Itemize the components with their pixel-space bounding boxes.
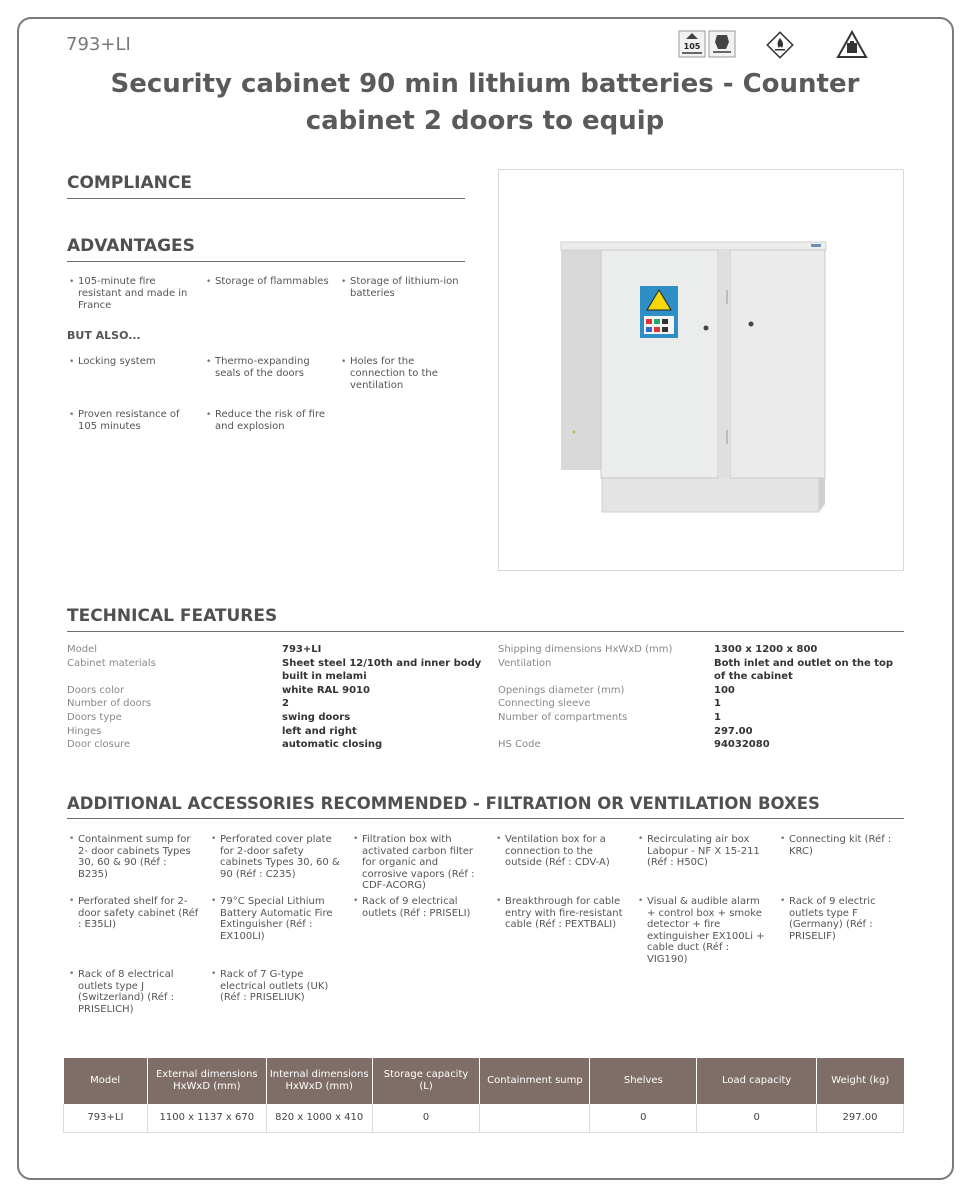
battery-hazard-icon: [836, 30, 868, 60]
lock-icon: [749, 322, 754, 327]
tech-value: 297.00: [714, 725, 753, 737]
accessory-item: • Rack of 7 G-type electrical outlets (UK) (Réf : PRISELIUK): [209, 969, 341, 1004]
but-also-heading: BUT ALSO...: [67, 329, 141, 342]
technical-right-table: [498, 643, 904, 752]
but-also-item: • Holes for the connection to the ventilation: [339, 356, 467, 392]
tech-row: [67, 697, 487, 711]
tech-row: [498, 657, 904, 684]
tech-label: Shipping dimensions HxWxD (mm): [498, 644, 673, 655]
column-header: External dimensions HxWxD (mm): [147, 1058, 266, 1104]
fire-resistance-105-icon: [678, 30, 706, 58]
tech-row: [67, 684, 487, 698]
tech-row: [67, 657, 487, 684]
column-header: Model: [64, 1058, 148, 1104]
product-image-frame: [498, 169, 904, 571]
tech-label: HS Code: [498, 739, 541, 751]
tech-row: [498, 725, 904, 739]
advantage-item: • 105-minute fire resistant and made in France: [67, 276, 195, 312]
page-title: Security cabinet 90 min lithium batteries - Counter cabinet 2 doors to equip: [110, 69, 860, 136]
accessory-item: • Perforated cover plate for 2-door safety cabinets Types 30, 60 & 90 (Réf : C235): [209, 834, 341, 880]
column-header: Weight (kg): [817, 1058, 904, 1104]
tech-value: 793+LI: [282, 644, 322, 655]
but-also-item: • Thermo-expanding seals of the doors: [204, 356, 332, 380]
table-cell: 793+LI: [64, 1104, 148, 1132]
accessory-item: • Recirculating air box Labopur - NF X 15-211 (Réf : H50C): [636, 834, 768, 869]
accessory-item: • Connecting kit (Réf : KRC): [778, 834, 900, 857]
lock-icon: [704, 326, 709, 331]
tech-row: [498, 643, 904, 657]
accessory-item: • Rack of 9 electric outlets type F (Germany) (Réf : PRISELIF): [778, 896, 900, 942]
column-header: Storage capacity (L): [372, 1058, 480, 1104]
accessories-heading: ADDITIONAL ACCESSORIES RECOMMENDED - FILTRATION OR VENTILATION BOXES: [67, 794, 904, 819]
table-header-row: [64, 1058, 904, 1104]
tech-label: Number of doors: [67, 698, 152, 710]
advantage-item: • Storage of flammables: [204, 276, 332, 288]
tech-row: [67, 643, 487, 657]
table-cell: 297.00: [817, 1104, 904, 1132]
accessory-item: • Perforated shelf for 2-door safety cabinet (Réf : E35LI): [67, 896, 199, 931]
accessory-item: • Rack of 9 electrical outlets (Réf : PRISELI): [351, 896, 483, 919]
tech-row: [67, 711, 487, 725]
tech-label: Door closure: [67, 739, 131, 751]
accessory-item: • 79°C Special Lithium Battery Automatic Fire Extinguisher (Réf : EX100LI): [209, 896, 341, 942]
table-cell: 820 x 1000 x 410: [266, 1104, 372, 1132]
tech-label: Number of compartments: [498, 711, 628, 723]
tech-row: [498, 711, 904, 725]
tech-value: automatic closing: [282, 739, 383, 751]
tech-value: 94032080: [714, 739, 770, 751]
cabinet-product-image: [499, 170, 903, 570]
tech-value: 1: [714, 698, 721, 710]
tech-label: Connecting sleeve: [498, 698, 591, 710]
compliance-heading: COMPLIANCE: [67, 173, 465, 199]
advantage-item: • Storage of lithium-ion batteries: [339, 276, 467, 300]
column-header: Load capacity: [697, 1058, 817, 1104]
flammable-hazard-icon: [765, 30, 795, 60]
table-row: [64, 1104, 904, 1132]
column-header: Shelves: [590, 1058, 697, 1104]
tech-value: Sheet steel 12/10th and inner body built in melami: [282, 657, 482, 683]
table-cell: [480, 1104, 590, 1132]
tech-label: Doors type: [67, 711, 122, 723]
technical-left-table: [67, 643, 487, 752]
tech-label: Cabinet materials: [67, 657, 156, 669]
advantages-heading: ADVANTAGES: [67, 236, 465, 262]
but-also-item: • Locking system: [67, 356, 195, 368]
tech-label: Doors color: [67, 684, 125, 696]
tech-value: left and right: [282, 725, 357, 737]
tech-row: [498, 697, 904, 711]
tech-row: [498, 684, 904, 698]
technical-features-heading: TECHNICAL FEATURES: [67, 606, 904, 632]
accessory-item: • Visual & audible alarm + control box + smoke detector + fire extinguisher EX100Li + cable duct (Réf : VIG190): [636, 896, 768, 965]
tech-value: Both inlet and outlet on the top of the cabinet: [714, 657, 894, 683]
tech-label: Ventilation: [498, 657, 552, 669]
table-cell: 0: [372, 1104, 480, 1132]
made-in-france-icon: [708, 30, 736, 58]
but-also-item: • Reduce the risk of fire and explosion: [204, 409, 332, 433]
accessory-item: • Containment sump for 2- door cabinets Types 30, 60 & 90 (Réf : B235): [67, 834, 199, 880]
table-cell: 0: [590, 1104, 697, 1132]
badge-105-text: 105: [683, 42, 701, 51]
product-reference: 793+LI: [66, 34, 131, 55]
tech-row: [67, 725, 487, 739]
column-header: Containment sump: [480, 1058, 590, 1104]
tech-row: [67, 738, 487, 752]
accessory-item: • Filtration box with activated carbon filter for organic and corrosive vapors (Réf : CDF-ACORG): [351, 834, 483, 892]
table-cell: 1100 x 1137 x 670: [147, 1104, 266, 1132]
specifications-table: [63, 1058, 904, 1133]
but-also-item: • Proven resistance of 105 minutes: [67, 409, 195, 433]
tech-value: 2: [282, 698, 289, 710]
tech-value: 100: [714, 684, 735, 696]
accessory-item: • Ventilation box for a connection to the outside (Réf : CDV-A): [494, 834, 626, 869]
column-header: Internal dimensions HxWxD (mm): [266, 1058, 372, 1104]
tech-label: Openings diameter (mm): [498, 684, 625, 696]
tech-value: white RAL 9010: [282, 684, 370, 696]
tech-label: Hinges: [67, 725, 102, 737]
tech-value: 1300 x 1200 x 800: [714, 644, 818, 655]
tech-value: 1: [714, 711, 721, 723]
tech-row: [498, 738, 904, 752]
accessory-item: • Rack of 8 electrical outlets type J (Switzerland) (Réf : PRISELICH): [67, 969, 199, 1015]
accessory-item: • Breakthrough for cable entry with fire-resistant cable (Réf : PEXTBALI): [494, 896, 626, 931]
table-cell: 0: [697, 1104, 817, 1132]
tech-label: Model: [67, 644, 98, 655]
tech-value: swing doors: [282, 711, 351, 723]
